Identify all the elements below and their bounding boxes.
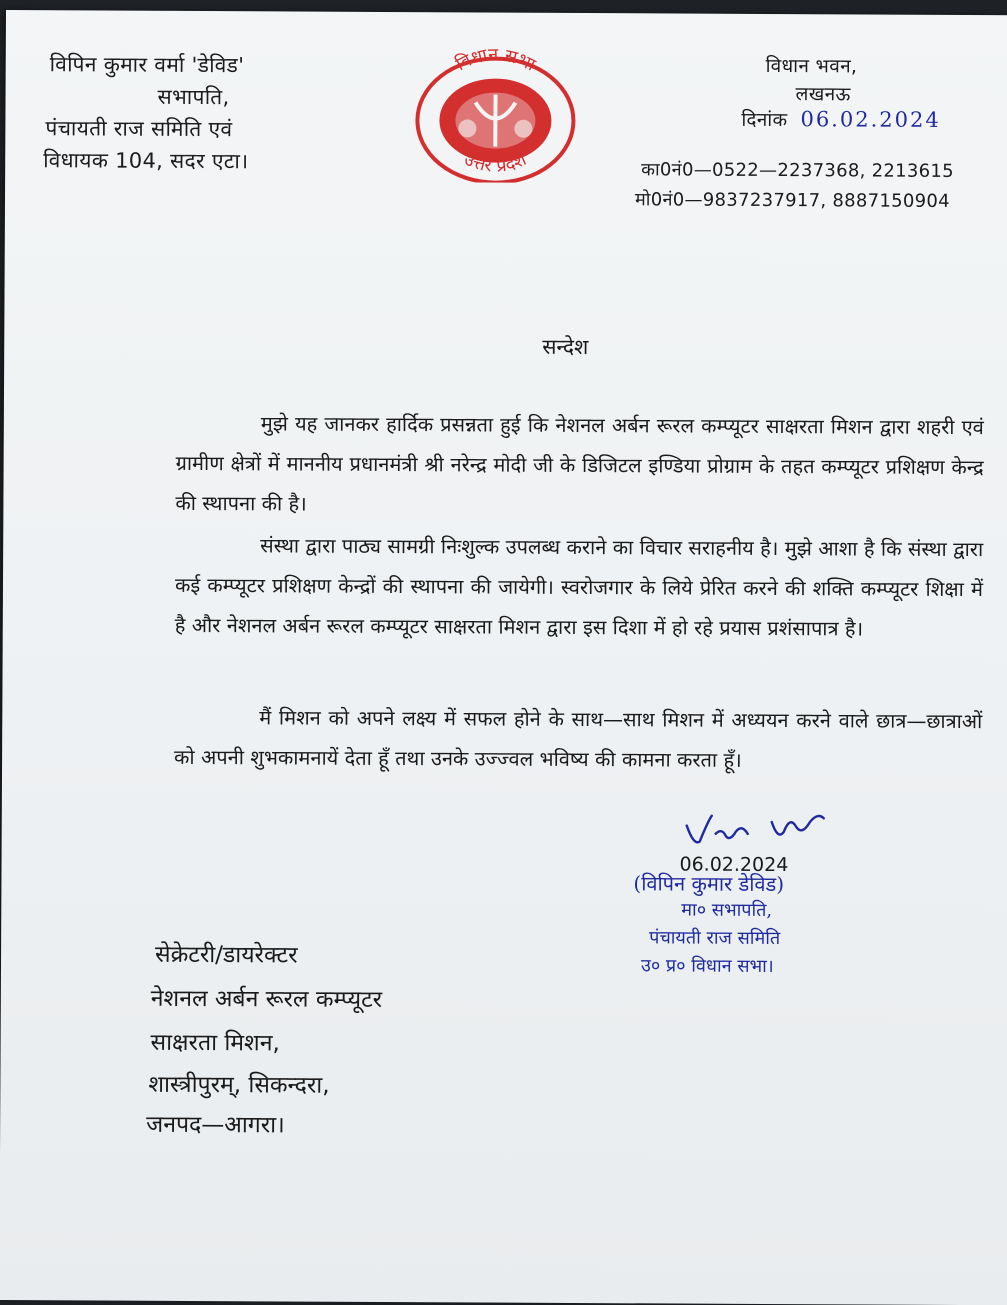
recipient-line-5: जनपद—आगरा। (146, 1111, 285, 1139)
date-value-handwritten: 06.02.2024 (800, 107, 941, 132)
signatory-name: (विपिन कुमार डेविड) (633, 871, 785, 897)
letterhead-designation: सभापति, (157, 84, 230, 110)
letterhead-date-row (741, 106, 940, 133)
recipient-line-2: नेशनल अर्बन रूरल कम्प्यूटर (150, 985, 383, 1013)
letter-page (0, 10, 1007, 1305)
vidhan-sabha-emblem (405, 42, 586, 183)
signature-date: 06.02.2024 (679, 853, 789, 877)
letterhead-place-1: विधान भवन, (765, 54, 858, 78)
paragraph-3: मैं मिशन को अपने लक्ष्य में सफल होने के साथ—साथ मिशन में अध्ययन करने वाले छात्र—छात्राओं को अपनी शुभकामनायें देता हूँ तथा उनके उज्ज्वल भविष्य की कामना करता हूँ। (174, 705, 983, 772)
letterhead-name: विपिन कुमार वर्मा 'डेविड' (49, 52, 245, 78)
paragraph-2: संस्था द्वारा पाठ्य सामग्री निःशुल्क उपलब्ध कराने का विचार सराहनीय है। मुझे आशा है कि संस्था द्वारा कई कम्प्यूटर प्रशिक्षण केन्द्रों की स्थापना की जायेगी। स्वरोजगार के लिये प्रेरित करने की शक्ति कम्प्यूटर शिक्षा में है और नेशनल अर्बन रूरल कम्प्यूटर साक्षरता मिशन द्वारा इस दिशा में हो रहे प्रयास प्रशंसापात्र है। (174, 533, 984, 641)
signature-scribble (682, 804, 832, 855)
signatory-title-3: उ० प्र० विधान सभा। (640, 955, 774, 978)
signatory-title-1: मा० सभापति, (681, 899, 773, 922)
signatory-title-2: पंचायती राज समिति (649, 927, 781, 950)
letter-title: सन्देश (542, 334, 589, 360)
recipient-line-1: सेक्रेटरी/डायरेक्टर (154, 941, 298, 969)
letterhead-constituency: विधायक 104, सदर एटा। (43, 148, 249, 174)
recipient-line-4: शास्त्रीपुरम्, सिकन्दरा, (148, 1071, 330, 1099)
recipient-line-3: साक्षरता मिशन, (150, 1029, 280, 1057)
emblem-top-text: विधान सभा (452, 44, 539, 76)
emblem-bottom-text: उत्तर प्रदेश (460, 148, 530, 177)
paragraph-1: मुझे यह जानकर हार्दिक प्रसन्नता हुई कि नेशनल अर्बन रूरल कम्प्यूटर साक्षरता मिशन द्वारा शहरी एवं ग्रामीण क्षेत्रों में माननीय प्रधानमंत्री श्री नरेन्द्र मोदी जी के डिजिटल इण्डिया प्रोग्राम के तहत कम्प्यूटर प्रशिक्षण केन्द्र की स्थापना की है। (175, 411, 984, 516)
office-phone: का0नं0—0522—2237368, 2213615 (641, 159, 954, 182)
date-label: दिनांक (741, 108, 788, 132)
letterhead-committee: पंचायती राज समिति एवं (45, 116, 233, 142)
mobile-number: मो0नं0—9837237917, 8887150904 (634, 189, 950, 212)
letterhead-place-2: लखनऊ (795, 83, 851, 106)
